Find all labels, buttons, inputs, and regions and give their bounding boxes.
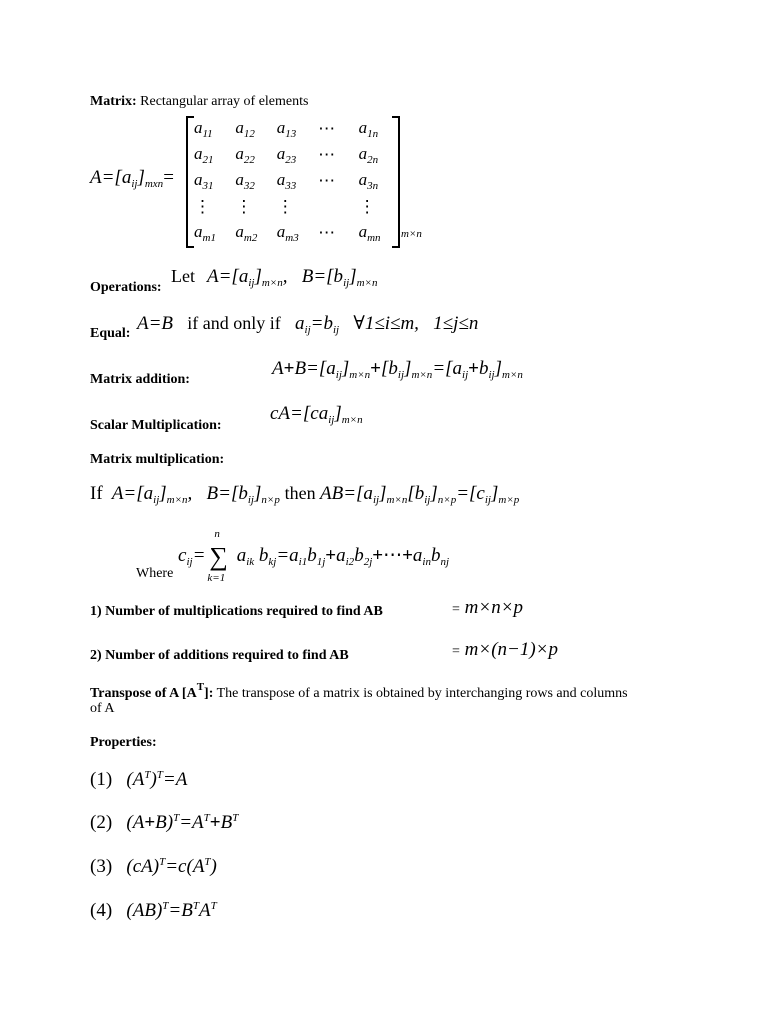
equal-expr: A=B if and only if $a_{ij}=b_{ij}$ ∀1≤i≤m, 1≤j≤n	[137, 313, 479, 336]
equal-label: Equal:	[90, 326, 131, 341]
matrix-element: $a_{21}$	[194, 144, 214, 166]
matrix-heading-text: Rectangular array of elements	[140, 94, 309, 109]
addition-count-label: 2) Number of additions required to find AB	[90, 648, 349, 663]
matrix-dimension: m×n	[401, 228, 422, 240]
left-bracket	[186, 116, 194, 248]
matrix-row	[194, 142, 400, 168]
matrix-element: ⋮	[276, 197, 294, 216]
transpose-text: The transpose of a matrix is obtained by interchanging rows and columns	[216, 686, 628, 701]
scalar-label: Scalar Multiplication:	[90, 418, 222, 433]
property-1: (1) $(A^T)^T=A$	[90, 769, 188, 790]
transpose-label: Transpose of A $[A^T]$:	[90, 681, 214, 701]
operations-label: Operations:	[90, 280, 162, 295]
multiplication-count-label: 1) Number of multiplications required to find AB	[90, 604, 383, 619]
matrix-element: $a_{11}$	[194, 118, 213, 140]
matrix-element: $a_{13}$	[276, 118, 297, 140]
matrix-element: $a_{m1}$	[194, 222, 216, 244]
where-word: Where	[136, 566, 174, 581]
matrix-row	[194, 168, 400, 194]
matrix-element: ⋯	[318, 145, 336, 164]
multiplication-count-value: = m×n×p	[452, 597, 524, 618]
matrix-element: ⋮	[235, 197, 253, 216]
matrix-element: $a_{12}$	[235, 118, 255, 140]
matrix-element: $a_{3n}$	[358, 170, 379, 192]
matrix-element: $a_{2n}$	[358, 144, 379, 166]
transpose-definition	[90, 681, 680, 702]
matrix-element: ⋯	[318, 223, 336, 242]
matrix-row	[194, 194, 400, 220]
matrix-element: $a_{31}$	[194, 170, 214, 192]
matrix-element: $a_{mn}$	[358, 222, 381, 244]
let-word: Let	[171, 266, 195, 286]
property-2: (2) $(A+B)^T=A^T+B^T$	[90, 812, 239, 833]
addition-expr: $A+B=[a_{ij}]_{m\times n}+[b_{ij}]_{m\times n}=[a_{ij}+b_{ij}]_{m\times n}$	[272, 358, 523, 381]
matrix-elements	[194, 116, 400, 246]
matrix-heading-label: Matrix:	[90, 94, 137, 109]
matrix-heading	[90, 94, 308, 110]
matrix-row	[194, 116, 400, 142]
multiplication-label: Matrix multiplication:	[90, 452, 225, 467]
matrix-element	[318, 194, 358, 220]
sum-expr: $c_{ij}=$ ∑ n k=1 $a_{ik}$ $b_{kj}=a_{i1}b_{1j}+a_{i2}b_{2j}+\cdots+a_{in}b_{nj}$	[178, 528, 450, 584]
matrix-element: ⋮	[358, 197, 376, 216]
property-4: (4) $(AB)^T=B^TA^T$	[90, 900, 217, 921]
matrix-element: $a_{1n}$	[358, 118, 379, 140]
matrix-element: $a_{22}$	[235, 144, 255, 166]
addition-label: Matrix addition:	[90, 372, 190, 387]
matrix-row	[194, 220, 400, 246]
properties-label: Properties:	[90, 735, 157, 750]
transpose-text-cont: of A	[90, 701, 115, 716]
general-matrix	[186, 116, 400, 248]
matrix-element: $a_{m2}$	[235, 222, 258, 244]
matrix-element: ⋮	[194, 197, 211, 216]
matrix-lhs: $A=[a_{ij}]_{mxn}=$	[90, 167, 174, 190]
multiplication-line: If $A=[a_{ij}]_{m\times n}$, $B=[b_{ij}]_{n\times p}$ then $AB=[a_{ij}]_{m\times n}[b_{ij}]_{n\times p}=[c_{ij}]_{m\times p}$	[90, 483, 520, 506]
matrix-element: ⋯	[318, 119, 336, 138]
operations-expr: Let $A=[a_{ij}]_{m\times n}$, $B=[b_{ij}]_{m\times n}$	[171, 266, 378, 289]
matrix-element: $a_{m3}$	[276, 222, 299, 244]
matrix-element: $a_{32}$	[235, 170, 255, 192]
matrix-element: $a_{23}$	[276, 144, 297, 166]
scalar-expr: $cA=[ca_{ij}]_{m\times n}$	[270, 403, 363, 426]
matrix-element: $a_{33}$	[276, 170, 297, 192]
property-3: (3) $(cA)^T=c(A^T)$	[90, 856, 217, 877]
matrix-element: ⋯	[318, 171, 336, 190]
addition-count-value: = m×(n−1)×p	[452, 639, 558, 660]
